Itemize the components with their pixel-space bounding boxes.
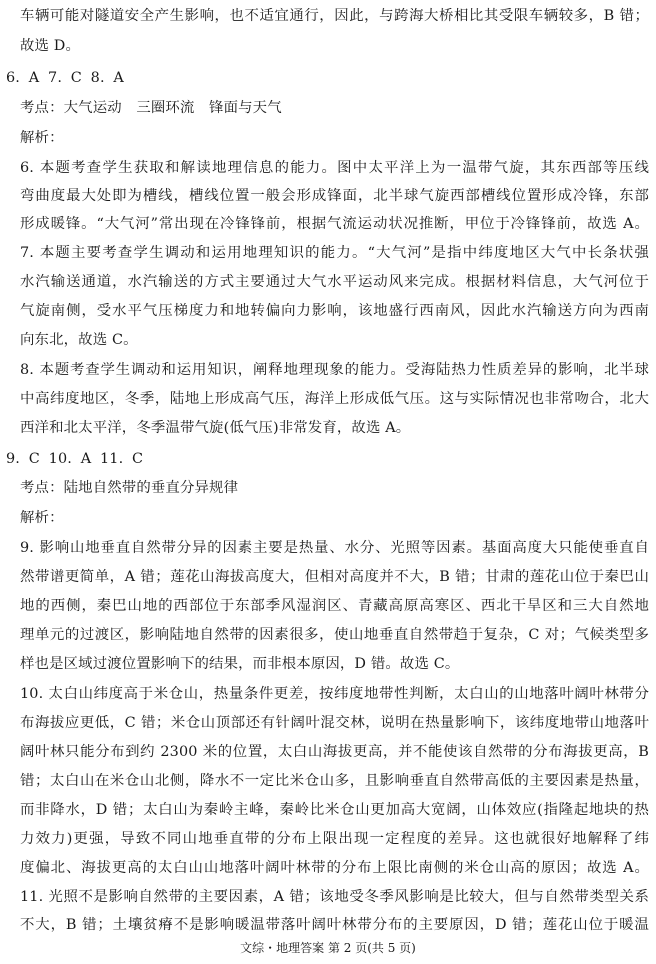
q9-line-2: 然带谱更简单，A 错；莲花山海拔高度大，但相对高度并不大，B 错；甘肃的莲花山位于秦巴山 xyxy=(20,569,649,585)
answer-line-6-8: 6. A 7. C 8. A xyxy=(6,70,124,86)
q10-line-7: 度偏北、海拔更高的太白山山地落叶阔叶林带的分布上限比南侧的米仓山高的原因；故选 A。 xyxy=(20,860,649,876)
q7-line-1: 7. 本题主要考查学生调动和运用地理知识的能力。“大气河”是指中纬度地区大气中长条状强 xyxy=(20,245,649,261)
q10-line-4: 错；太白山在米仓山北侧，降水不一定比米仓山多，且影响垂直自然带高低的主要因素是热量， xyxy=(20,773,649,789)
q9-line-4: 理单元的过渡区，影响陆地自然带的因素很多，使山地垂直自然带趋于复杂，C 对；气候类型多 xyxy=(20,627,649,643)
q7-line-4: 向东北，故选 C。 xyxy=(20,332,138,348)
q10-line-2: 布海拔应更低，C 错；米仓山顶部还有针阔叶混交林，说明在热量影响下，该纬度地带山地落叶 xyxy=(20,715,649,731)
q7-line-2: 水汽输送通道，水汽输送的方式主要通过大气水平运动风来完成。根据材料信息，大气河位于 xyxy=(20,274,649,290)
q10-line-5: 而非降水，D 错；太白山为秦岭主峰，秦岭比米仓山更加高大宽阔，山体效应(指隆起地块的热 xyxy=(20,802,649,818)
q10-line-1: 10. 太白山纬度高于米仓山，热量条件更差，按纬度地带性判断，太白山的山地落叶阔叶林带分 xyxy=(20,686,649,702)
q6-line-2: 弯曲度最大处即为槽线，槽线位置一般会形成锋面，北半球气旋西部槽线位置形成冷锋，东部 xyxy=(20,188,649,204)
page-footer: 文综・地理答案 第 2 页(共 5 页) xyxy=(240,941,416,955)
q11-line-1: 11. 光照不是影响自然带的主要因素，A 错；该地受冬季风影响是比较大，但与自然带类型关系 xyxy=(20,889,649,905)
q10-line-6: 力效力)更强，导致不同山地垂直带的分布上限出现一定程度的差异。这也就很好地解释了纬 xyxy=(20,831,649,847)
analysis-label-1: 解析： xyxy=(20,130,64,146)
q9-line-5: 样也是区域过渡位置影响下的结果，而非根本原因，D 错。故选 C。 xyxy=(20,656,460,672)
q9-line-1: 9. 影响山地垂直自然带分异的因素主要是热量、水分、光照等因素。基面高度大只能使垂直自 xyxy=(20,540,649,556)
topic-line-1: 考点：大气运动 三圈环流 锋面与天气 xyxy=(20,100,282,116)
q6-line-1: 6. 本题考查学生获取和解读地理信息的能力。图中太平洋上为一温带气旋，其东西部等压线 xyxy=(20,160,649,176)
q10-line-3: 阔叶林只能分布到约 2300 米的位置，太白山海拔更高，并不能使该自然带的分布海拔更高，B xyxy=(20,744,649,760)
q8-line-1: 8. 本题考查学生调动和运用知识，阐释地理现象的能力。受海陆热力性质差异的影响，北半球 xyxy=(20,362,649,378)
q8-line-2: 中高纬度地区，冬季，陆地上形成高气压，海洋上形成低气压。这与实际情况也非常吻合，北大 xyxy=(20,391,649,407)
q11-line-2: 不大，B 错；土壤贫瘠不是影响暖温带落叶阔叶林带分布的主要原因，D 错；莲花山位于暖温 xyxy=(20,917,649,933)
analysis-label-2: 解析： xyxy=(20,510,64,526)
q9-line-3: 地的西侧，秦巴山地的西部位于东部季风湿润区、青藏高原高寒区、西北干旱区和三大自然地 xyxy=(20,598,649,614)
q6-line-3: 形成暖锋。“大气河”常出现在冷锋锋前，根据气流运动状况推断，甲位于冷锋锋前，故选 A。 xyxy=(20,216,649,232)
q7-line-3: 气旋南侧，受水平气压梯度力和地转偏向力影响，该地盛行西南风，因此水汽输送方向为西南 xyxy=(20,303,649,319)
text-line-2: 故选 D。 xyxy=(20,38,81,54)
text-line-1: 车辆可能对隧道安全产生影响，也不适宜通行，因此，与跨海大桥相比其受限车辆较多，B 错； xyxy=(20,8,649,24)
answer-line-9-11: 9. C 10. A 11. C xyxy=(6,451,144,467)
q8-line-3: 西洋和北太平洋，冬季温带气旋(低气压)非常发育，故选 A。 xyxy=(20,420,411,436)
topic-line-2: 考点：陆地自然带的垂直分异规律 xyxy=(20,480,239,496)
